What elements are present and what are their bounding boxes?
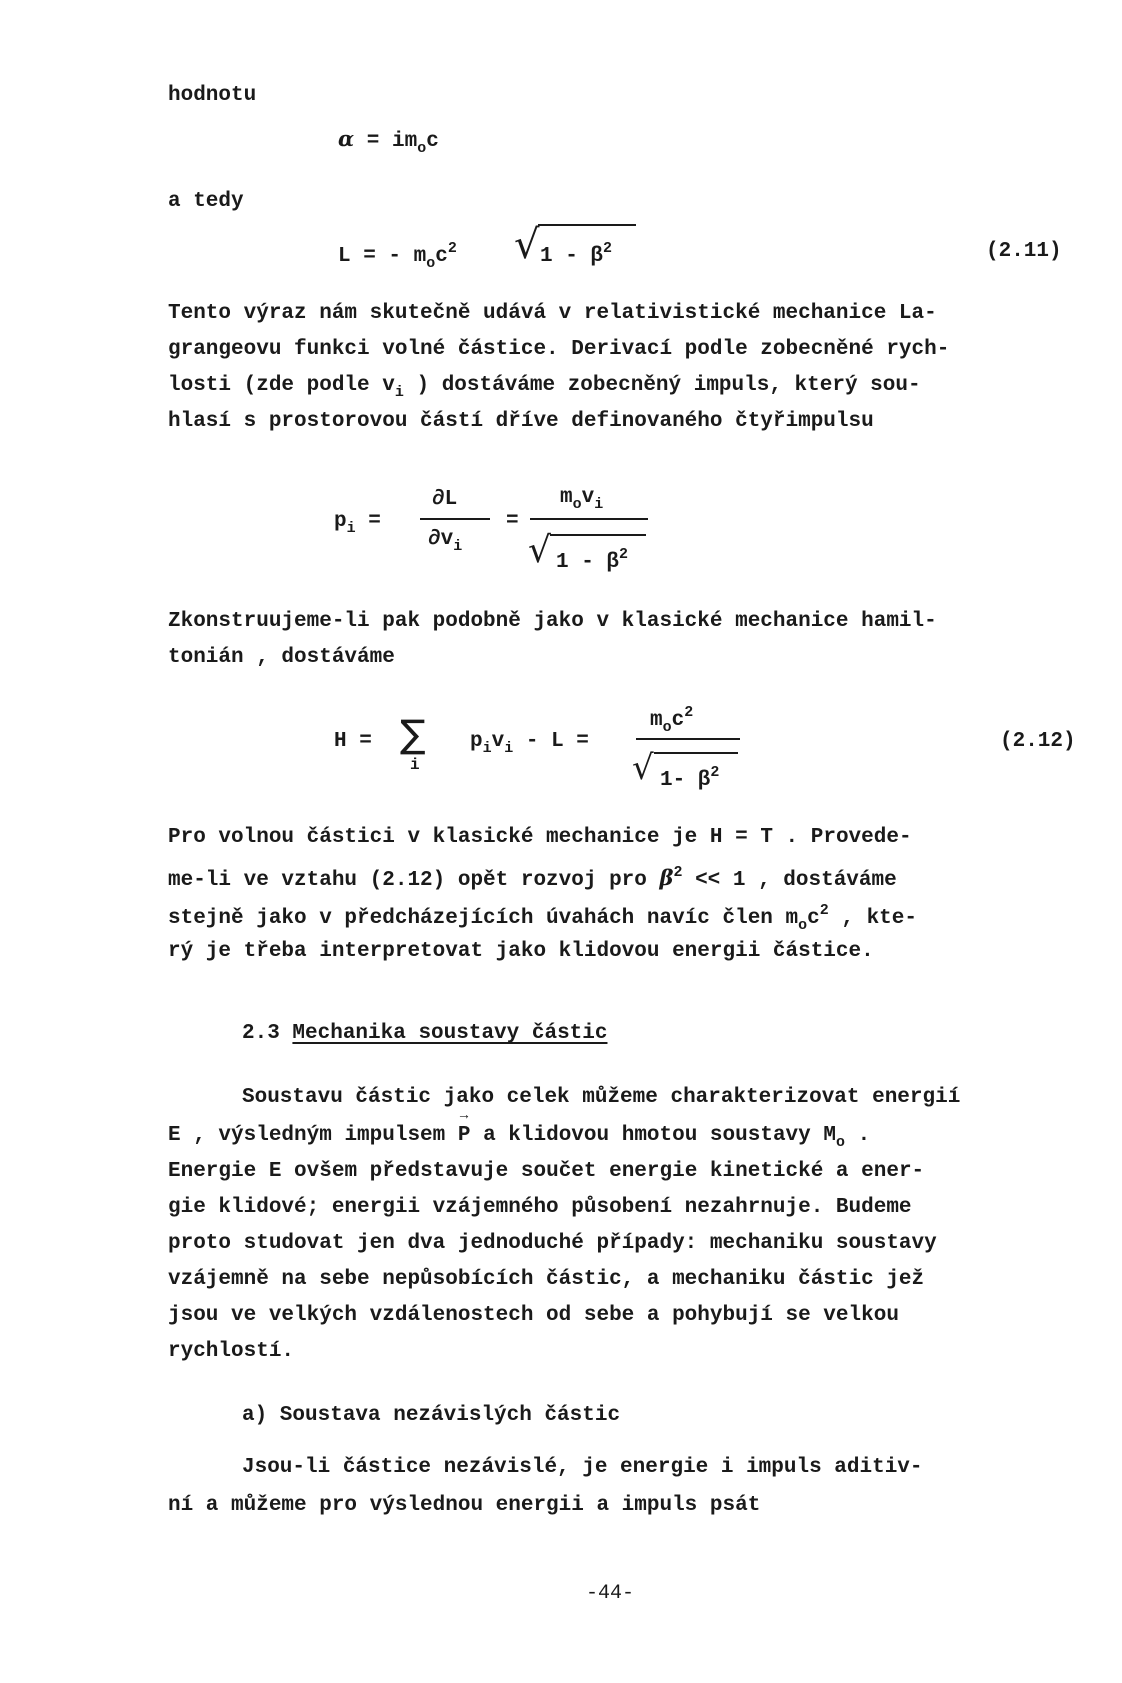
- text-line: hodnotu: [168, 84, 257, 107]
- sqrt-symbol: √: [514, 222, 540, 268]
- text-line: tonián , dostáváme: [168, 646, 395, 669]
- subsection-heading: a) Soustava nezávislých částic: [242, 1404, 621, 1427]
- equation-2-11: L = - $m_oc^2$: [338, 240, 457, 272]
- sqrt-bar: [550, 534, 646, 536]
- fraction-bar: [636, 738, 740, 740]
- sum-index: i: [410, 756, 420, 774]
- text-line: Zkonstruujeme-li pak podobně jako v klasické mechanice hamil-: [168, 610, 937, 633]
- text-line: vzájemně na sebe nepůsobících částic, a mechaniku částic jež: [168, 1268, 925, 1291]
- text-line: rý je třeba interpretovat jako klidovou energii částice.: [168, 940, 874, 963]
- text-line: proto studovat jen dva jednoduché případy: mechaniku soustavy: [168, 1232, 937, 1255]
- text-line: hlasí s prostorovou částí dříve definovaného čtyřimpulsu: [168, 410, 874, 433]
- sqrt-content: $1 - \beta^2$: [556, 546, 629, 574]
- fraction-denominator: $\partial v_i$: [428, 528, 463, 555]
- equation-number: (2.11): [986, 240, 1062, 263]
- fraction-numerator: ∂L: [432, 488, 458, 511]
- equation-momentum: $p_i$ =: [334, 510, 381, 537]
- sqrt-content: $1 - \beta^2$: [540, 240, 613, 268]
- equation-number: (2.12): [1000, 730, 1076, 753]
- text-line: gie klidové; energii vzájemného působení nezahrnuje. Budeme: [168, 1196, 912, 1219]
- section-heading: 2.3 Mechanika soustavy částic: [242, 1022, 608, 1045]
- text-line: E , výsledným impulsem → P a klidovou hmotou soustavy $M_o$ .: [168, 1108, 871, 1151]
- sqrt-bar: [654, 752, 738, 754]
- sum-symbol: ∑: [400, 712, 426, 756]
- sqrt-symbol: √: [632, 748, 654, 788]
- text-line: rychlostí.: [168, 1340, 295, 1363]
- sqrt-symbol: √: [528, 530, 551, 571]
- fraction-bar: [420, 518, 490, 520]
- fraction-numerator: $m_ov_i$: [560, 486, 604, 513]
- page-number: -44-: [586, 1582, 635, 1605]
- text-line: Pro volnou částici v klasické mechanice je H = T . Provede-: [168, 826, 912, 849]
- sqrt-content: 1- $\beta^2$: [660, 764, 720, 792]
- sum-term: $p_iv_i$ - L =: [470, 730, 589, 757]
- equation-2-12: H =: [334, 730, 372, 753]
- equation-alpha: $\alpha = im_oc$: [338, 126, 439, 157]
- text-line: Tento výraz nám skutečně udává v relativistické mechanice La-: [168, 302, 937, 325]
- fraction-numerator: $m_oc^2$: [650, 704, 694, 736]
- fraction-bar: [530, 518, 648, 520]
- text-line: losti (zde podle $v_i$ ) dostáváme zobecněný impuls, který sou-: [168, 374, 921, 401]
- sqrt-bar: [538, 224, 636, 226]
- text-line: jsou ve velkých vzdálenostech od sebe a pohybují se velkou: [168, 1304, 899, 1327]
- section-title: Mechanika soustavy částic: [292, 1022, 608, 1045]
- text-line: Energie E ovšem představuje součet energie kinetické a ener-: [168, 1160, 925, 1183]
- text-line: grangeovu funkci volné částice. Derivací podle zobecněné rych-: [168, 338, 950, 361]
- text-line: Soustavu částic jako celek můžeme charakterizovat energií: [242, 1086, 961, 1109]
- text-line: Jsou-li částice nezávislé, je energie i impuls aditiv-: [242, 1456, 923, 1479]
- text-line: ní a můžeme pro výslednou energii a impuls psát: [168, 1494, 761, 1517]
- text-line: a tedy: [168, 190, 244, 213]
- text-line: stejně jako v předcházejících úvahách navíc člen $m_oc^2$ , kte-: [168, 902, 917, 934]
- text-line: me-li ve vztahu (2.12) opět rozvoj pro $\beta^2 << 1$ , dostáváme: [168, 864, 897, 892]
- equals-sign: =: [506, 510, 519, 533]
